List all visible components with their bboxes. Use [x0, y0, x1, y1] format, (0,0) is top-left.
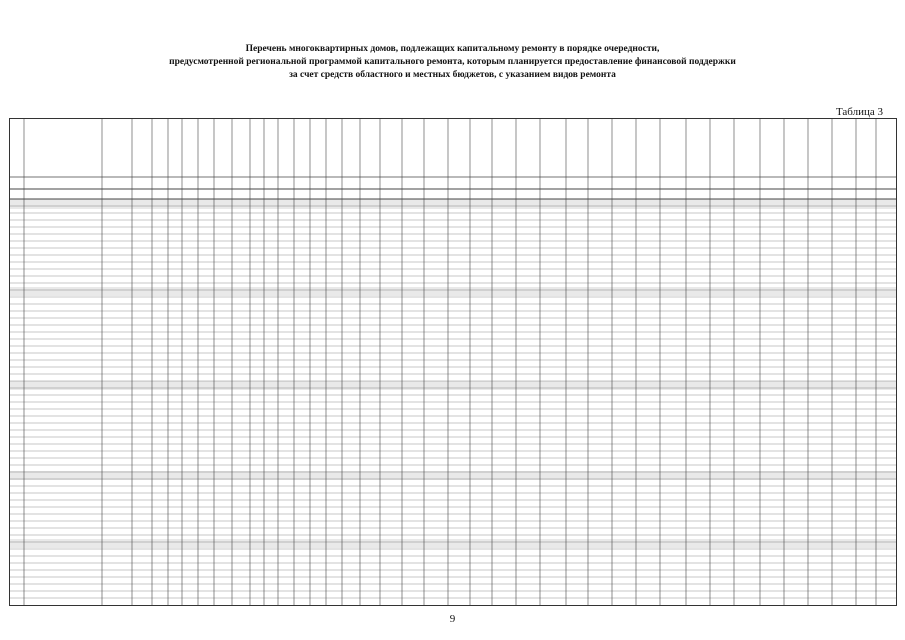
- group-row: [10, 287, 896, 296]
- group-row: [10, 471, 896, 480]
- group-row: [10, 539, 896, 548]
- group-row: [10, 381, 896, 390]
- repair-schedule-table: [9, 118, 897, 606]
- document-title-line-2: предусмотренной региональной программой капитального ремонта, которым планируется предоставление финансовой поддержки: [169, 57, 736, 67]
- document-title-line-1: Перечень многоквартирных домов, подлежащих капитальному ремонту в порядке очередности,: [245, 44, 660, 54]
- page-number: 9: [449, 613, 456, 625]
- document-title-line-3: за счет средств областного и местных бюджетов, с указанием видов ремонта: [289, 70, 616, 80]
- table-grid: [10, 119, 896, 605]
- table-label: Таблица 3: [835, 106, 883, 118]
- group-row: [10, 199, 896, 209]
